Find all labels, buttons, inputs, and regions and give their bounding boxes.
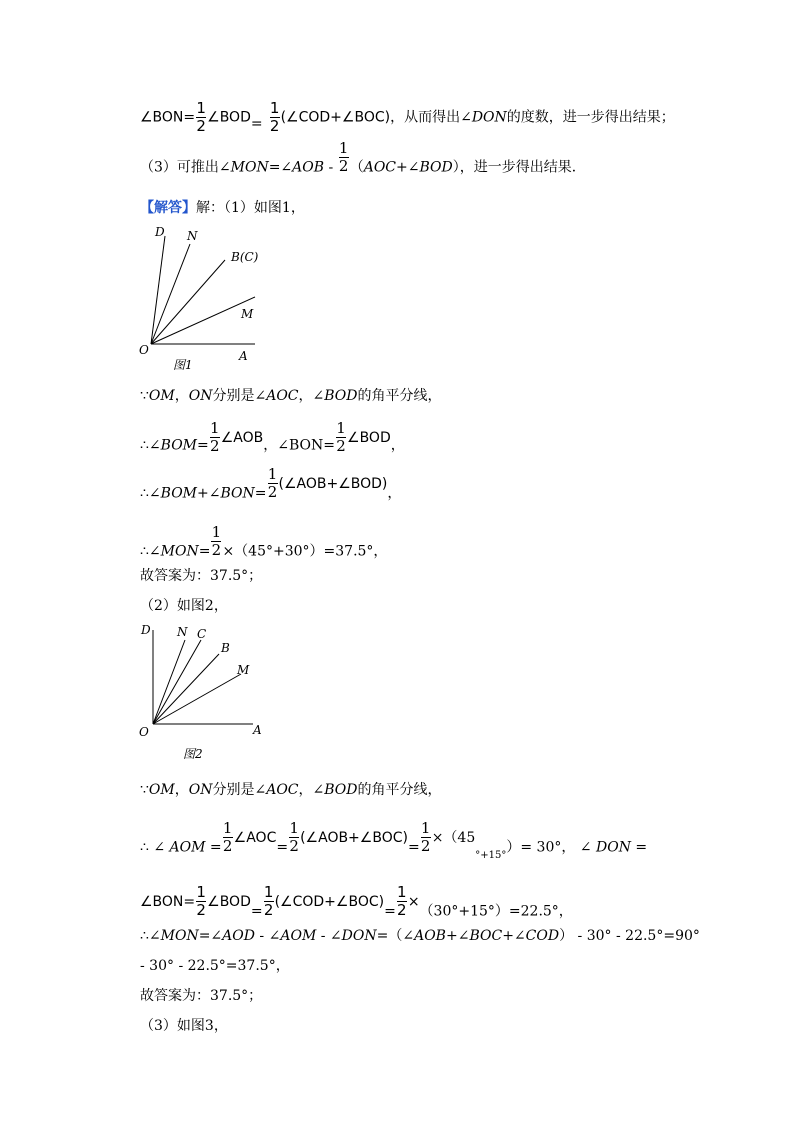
fraction-half: $\frac{1}{2}$ [263, 883, 274, 919]
label-o: O [139, 725, 149, 739]
part-2-heading: （2）如图2， [140, 598, 228, 614]
fraction-half: $\frac{1}{2}$ [269, 99, 280, 135]
label-a: A [253, 723, 262, 737]
text-s1: ∵OM，ON分别是∠AOC，∠BOD的角平分线， [140, 388, 442, 404]
text-s5-because: ∵OM，ON分别是∠AOC，∠BOD的角平分线， [140, 782, 442, 798]
label-n: N [187, 229, 198, 243]
answer-tag: 【解答】 [140, 200, 196, 216]
fraction-half: $\frac{1}{2}$ [222, 819, 233, 855]
text-line-2: （3）可推出∠MON=∠AOB - $\frac{1}{2}$ （AOC+∠BOD），进一步得出结果． [140, 139, 586, 176]
text-conclusion: ，从而得出∠DON的度数，进一步得出结果； [390, 109, 675, 126]
text-s3: ∴∠BOM+∠BON= $\frac{1}{2}$ (∠AOB+∠BOD)， [140, 465, 402, 502]
label-m: M [237, 663, 250, 677]
fraction-half: $\frac{1}{2}$ [267, 465, 278, 501]
fraction-half: $\frac{1}{2}$ [209, 419, 220, 455]
figure-2-caption: 图2 [183, 747, 203, 761]
label-o: O [139, 343, 149, 357]
text-s4: ∴∠MON= $\frac{1}{2}$ ×（45°+30°）=37.5°， [140, 523, 388, 560]
label-n: N [177, 625, 188, 639]
figure-2 [135, 618, 275, 763]
label-b: B [221, 641, 230, 655]
text-s7: ∴∠MON=∠AOD - ∠AOM - ∠DON=（∠AOB+∠BOC+∠COD） - 30° - 22.5°=90° [140, 928, 700, 944]
fraction-half: $\frac{1}{2}$ [289, 819, 299, 855]
fraction-half: $\frac{1}{2}$ [338, 139, 349, 175]
text-s5: ∴ ∠ AOM = $\frac{1}{2}$ ∠AOC= $\frac{1}{2}$ (∠AOB+∠BOC)= $\frac{1}{2}$ $\times(45_{^\circ+15^\circ})= 30^\circ$， ∠ DON = [140, 819, 648, 861]
expr-bod: ∠BOD [207, 109, 251, 126]
text-line-1 [140, 100, 675, 135]
fraction-half: $\frac{1}{2}$ [397, 883, 407, 919]
figure-1 [135, 222, 275, 372]
text-s6: ∠BON= $\frac{1}{2}$ ∠BOD= $\frac{1}{2}$ (∠COD+∠BOC)= $\frac{1}{2}$ ×（30°+15°）=22.5°， [140, 883, 573, 920]
equals: = [250, 115, 263, 132]
fraction-half: $\frac{1}{2}$ [420, 819, 431, 855]
text-s2: ∴∠BOM= $\frac{1}{2}$ ∠AOB，∠BON= $\frac{1}{2}$ ∠BOD， [140, 419, 405, 455]
answer-2: 故答案为：37.5°； [140, 988, 263, 1004]
answer-heading: 【解答】解：（1）如图1， [140, 200, 305, 216]
label-d: D [155, 225, 165, 239]
fraction-half: $\frac{1}{2}$ [196, 883, 206, 919]
label-a: A [239, 349, 248, 363]
label-d: D [141, 623, 151, 637]
label-bc: B(C) [231, 250, 259, 264]
fraction-half: $\frac{1}{2}$ [211, 523, 222, 559]
answer-1: 故答案为：37.5°； [140, 568, 263, 584]
label-c: C [197, 627, 207, 641]
part-3-heading: （3）如图3， [140, 1018, 228, 1034]
fraction-half: $\frac{1}{2}$ [196, 99, 206, 135]
fraction-half: $\frac{1}{2}$ [336, 419, 346, 455]
expr-bon: ∠BON= [140, 109, 196, 126]
label-m: M [241, 307, 254, 321]
text-s8: - 30° - 22.5°=37.5°， [140, 958, 290, 974]
figure-1-caption: 图1 [173, 358, 193, 372]
expr-cod-boc: (∠COD+∠BOC) [280, 109, 391, 126]
